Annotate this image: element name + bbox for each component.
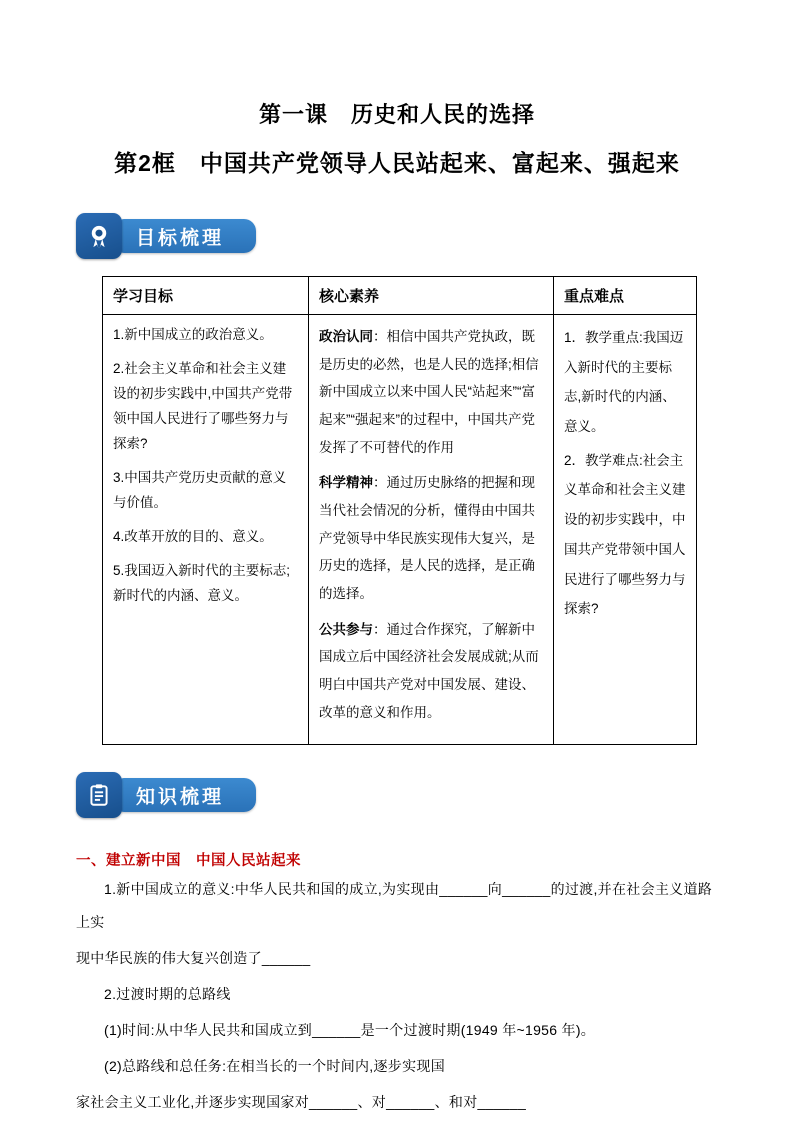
- learning-goal-item: 2.社会主义革命和社会主义建设的初步实践中,中国共产党带领中国人民进行了哪些努力与探索?: [113, 360, 293, 451]
- section-badge-goals: [76, 212, 718, 260]
- key-point-item: 2．教学难点:社会主义革命和社会主义建设的初步实践中，中国共产党带领中国人民进行了哪些努力与探索?: [564, 452, 686, 617]
- core-literacy-item: [319, 469, 543, 607]
- medal-icon: [76, 213, 122, 259]
- core-literacy-text: ：相信中国共产党执政，既是历史的必然，也是人民的选择;相信新中国成立以来中国人民“站起来”“富起来”“强起来”的过程中，中国共产党发挥了不可替代的作用: [319, 329, 539, 455]
- medal-icon-glyph: [85, 222, 113, 250]
- clipboard-icon: [76, 772, 122, 818]
- learning-goal-item: 1.新中国成立的政治意义。: [113, 327, 273, 342]
- learning-goals-cell: [103, 315, 309, 745]
- clipboard-icon-glyph: [86, 782, 112, 808]
- core-literacy-item: [319, 616, 543, 727]
- table-body-row: [103, 315, 697, 745]
- core-literacy-cell: [309, 315, 554, 745]
- section-badge-knowledge: [76, 771, 718, 819]
- goals-table: [102, 276, 697, 745]
- table-header-core-literacy: 核心素养: [309, 277, 554, 315]
- learning-goal-item: 3.中国共产党历史贡献的意义与价值。: [113, 469, 287, 510]
- core-literacy-text: ：通过合作探究，了解新中国成立后中国经济社会发展成就;从而明白中国共产党对中国发展、建设、改革的意义和作用。: [319, 621, 539, 720]
- core-literacy-label: 政治认同: [319, 329, 373, 344]
- knowledge-line: (1)时间:从中华人民共和国成立到______是一个过渡时期(1949 年~1956 年)。: [104, 1021, 596, 1038]
- lesson-subtitle: 第2框 中国共产党领导人民站起来、富起来、强起来: [114, 150, 680, 176]
- table-header-row: [103, 277, 697, 315]
- key-points-cell: [554, 315, 697, 745]
- knowledge-line: 2.过渡时期的总路线: [104, 986, 231, 1003]
- section-badge-knowledge-label: 知识梳理: [118, 778, 256, 812]
- knowledge-line: (2)总路线和总任务:在相当长的一个时间内,逐步实现国: [104, 1057, 445, 1074]
- lesson-title: 第一课 历史和人民的选择: [258, 102, 535, 127]
- knowledge-line: 现中华民族的伟大复兴创造了______: [76, 950, 311, 967]
- key-point-item: 1．教学重点:我国迈入新时代的主要标志,新时代的内涵、意义。: [564, 330, 684, 435]
- section-badge-goals-label: 目标梳理: [118, 219, 256, 253]
- core-literacy-label: 公共参与: [319, 621, 373, 637]
- table-header-key-points: 重点难点: [554, 277, 697, 315]
- core-literacy-label: 科学精神: [319, 475, 373, 491]
- knowledge-section-heading: 一、建立新中国 中国人民站起来: [76, 853, 301, 870]
- knowledge-line: 家社会主义工业化,并逐步实现国家对______、对______、和对______: [76, 1093, 527, 1110]
- learning-goal-item: 5.我国迈入新时代的主要标志;新时代的内涵、意义。: [113, 562, 291, 603]
- core-literacy-item: [319, 323, 543, 461]
- table-header-learning-goals: 学习目标: [103, 277, 309, 315]
- knowledge-line: 1.新中国成立的意义:中华人民共和国的成立,为实现由______向______的过渡,并在社会主义道路上实: [76, 881, 713, 931]
- core-literacy-text: ：通过历史脉络的把握和现当代社会情况的分析，懂得由中国共产党领导中华民族实现伟大复兴，是历史的选择，是人民的选择，是正确的选择。: [319, 475, 535, 602]
- learning-goal-item: 4.改革开放的目的、意义。: [113, 528, 273, 544]
